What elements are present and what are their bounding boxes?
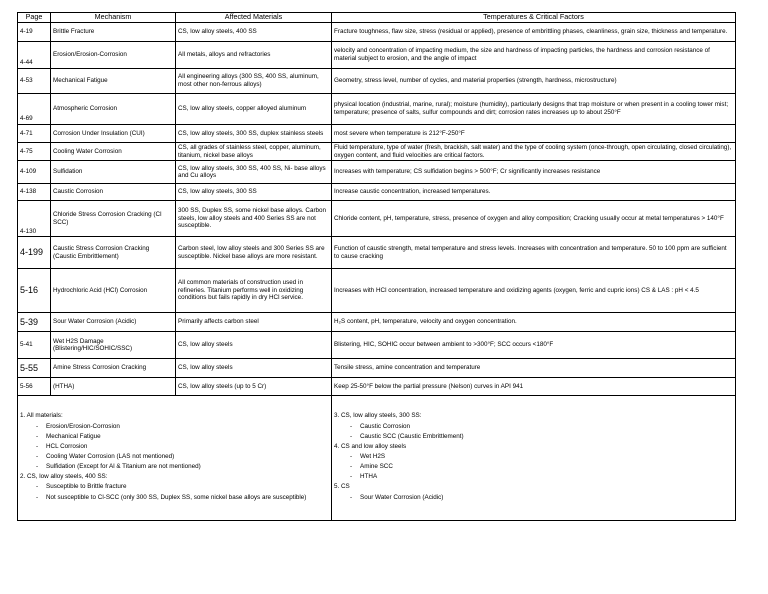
table-row (18, 161, 736, 184)
notes-row (18, 396, 736, 521)
materials-cell: CS, all grades of stainless steel, copper, aluminum, titanium, nickel base alloys (176, 143, 332, 161)
materials-cell: All engineering alloys (300 SS, 400 SS, aluminum, most other non-ferrous alloys) (176, 69, 332, 94)
table-row (18, 237, 736, 269)
mechanism-cell: Atmospheric Corrosion (51, 94, 176, 125)
note-heading: 2. CS, low alloy steels, 400 SS: (20, 473, 108, 481)
page-cell: 4-138 (18, 184, 51, 201)
materials-cell: Primarily affects carbon steel (176, 313, 332, 332)
mechanism-cell: Caustic Stress Corrosion Cracking (Caustic Embrittlement) (51, 237, 176, 269)
table-row (18, 201, 736, 237)
materials-cell: CS, low alloy steels (176, 359, 332, 378)
factors-cell: Chloride content, pH, temperature, stress, presence of oxygen and alloy composition; Cracking usually occur at metal temperatures > 140°F (332, 201, 736, 237)
factors-cell: Fluid temperature, type of water (fresh, brackish, salt water) and the type of cooling system (once-through, open circulating, closed circulating), oxygen content, and fluid velocities are critical factors. (332, 143, 736, 161)
note-item: - Sulfidation (Except for Al & Titanium are not mentioned) (36, 463, 201, 471)
mechanism-cell: Cooling Water Corrosion (51, 143, 176, 161)
note-item: - Mechanical Fatigue (36, 432, 101, 440)
note-item: - Sour Water Corrosion (Acidic) (350, 493, 444, 501)
note-heading: 3. CS, low alloy steels, 300 SS: (334, 412, 422, 420)
mechanism-cell: Caustic Corrosion (51, 184, 176, 201)
page-cell: 4-130 (18, 201, 51, 237)
mechanism-cell: Hydrochloric Acid (HCl) Corrosion (51, 269, 176, 313)
header-mechanism: Mechanism (51, 13, 176, 23)
note-item: - Amine SCC (350, 463, 393, 471)
factors-cell: H₂S content, pH, temperature, velocity and oxygen concentration. (332, 313, 736, 332)
notes-right (332, 396, 736, 521)
header-page: Page (18, 13, 51, 23)
factors-cell: Tensile stress, amine concentration and temperature (332, 359, 736, 378)
factors-cell: Increases with temperature; CS sulfidation begins > 500°F; Cr significantly increases resistance (332, 161, 736, 184)
materials-cell: CS, low alloy steels (up to 5 Cr) (176, 378, 332, 396)
note-item: - Erosion/Erosion-Corrosion (36, 422, 120, 430)
page-cell: 4-53 (18, 69, 51, 94)
factors-cell: most severe when temperature is 212°F-250°F (332, 125, 736, 143)
materials-cell: CS, low alloy steels, 400 SS (176, 23, 332, 42)
note-item: - HTHA (350, 473, 378, 481)
note-heading: 5. CS (334, 483, 350, 491)
header-row (18, 13, 736, 23)
mechanism-cell: Brittle Fracture (51, 23, 176, 42)
note-item: - Caustic SCC (Caustic Embrittlement) (350, 432, 464, 440)
header-affected-materials: Affected Materials (176, 13, 332, 23)
page-cell: 4-69 (18, 94, 51, 125)
note-item: - Susceptible to Brittle fracture (36, 483, 127, 491)
mechanism-cell: Sour Water Corrosion (Acidic) (51, 313, 176, 332)
table-row (18, 313, 736, 332)
mechanism-cell: Erosion/Erosion-Corrosion (51, 42, 176, 69)
page-cell: 5-56 (18, 378, 51, 396)
table-row (18, 184, 736, 201)
page-cell: 5-39 (18, 313, 51, 332)
factors-cell: Blistering, HIC, SOHIC occur between ambient to >300°F; SCC occurs <180°F (332, 332, 736, 359)
note-heading: 4. CS and low alloy steels (334, 442, 407, 450)
table-row (18, 69, 736, 94)
factors-cell: Function of caustic strength, metal temperature and stress levels. Increases with concentration and temperature. 50 to 100 ppm are sufficient to cause cracking (332, 237, 736, 269)
page-cell: 4-109 (18, 161, 51, 184)
table-row (18, 143, 736, 161)
factors-cell: Increases with HCl concentration, increased temperature and oxidizing agents (oxygen, ferric and cupric ions) CS & LAS : pH < 4.5 (332, 269, 736, 313)
materials-cell: CS, low alloy steels (176, 332, 332, 359)
page-cell: 5-55 (18, 359, 51, 378)
page-cell: 5-41 (18, 332, 51, 359)
factors-cell: Keep 25-50°F below the partial pressure (Nelson) curves in API 941 (332, 378, 736, 396)
materials-cell: All common materials of construction used in refineries. Titanium performs well in oxidizing conditions but fails rapidly in dry HCl service. (176, 269, 332, 313)
mechanism-cell: (HTHA) (51, 378, 176, 396)
table-row (18, 94, 736, 125)
table-row (18, 332, 736, 359)
materials-cell: Carbon steel, low alloy steels and 300 Series SS are susceptible. Nickel base alloys are more resistant. (176, 237, 332, 269)
table-row (18, 359, 736, 378)
table-row (18, 125, 736, 143)
materials-cell: CS, low alloy steels, 300 SS, 400 SS, Ni- base alloys and Cu alloys (176, 161, 332, 184)
materials-cell: CS, low alloy steels, 300 SS, duplex stainless steels (176, 125, 332, 143)
note-item: - Not susceptible to Cl-SCC (only 300 SS, Duplex SS, some nickel base alloys are susceptible) (36, 493, 307, 501)
table-row (18, 42, 736, 69)
page-cell: 4-75 (18, 143, 51, 161)
mechanism-cell: Chloride Stress Corrosion Cracking (Cl SCC) (51, 201, 176, 237)
header-critical-factors: Temperatures & Critical Factors (332, 13, 736, 23)
factors-cell: Fracture toughness, flaw size, stress (residual or applied), presence of embrittling phases, cleanliness, grain size, thickness and temperature. (332, 23, 736, 42)
table-row (18, 23, 736, 42)
note-item: - Cooling Water Corrosion (LAS not mentioned) (36, 453, 175, 461)
mechanism-cell: Corrosion Under Insulation (CUI) (51, 125, 176, 143)
note-item: - Caustic Corrosion (350, 422, 411, 430)
note-item: - HCL Corrosion (36, 442, 88, 450)
factors-cell: physical location (industrial, marine, rural); moisture (humidity), particularly designs that trap moisture or when present in a cooling tower mist; temperature; presence of salts, sulfur compounds and dirt; corrosion rates increases up to about 250°F (332, 94, 736, 125)
notes-left (18, 396, 332, 521)
page-cell: 5-16 (18, 269, 51, 313)
note-item: - Wet H2S (350, 453, 386, 461)
materials-cell: CS, low alloy steels, 300 SS (176, 184, 332, 201)
page-cell: 4-19 (18, 23, 51, 42)
materials-cell: 300 SS, Duplex SS, some nickel base alloys. Carbon steels, low alloy steels and 400 Series SS are not susceptible. (176, 201, 332, 237)
mechanism-cell: Wet H2S Damage (Blistering/HIC/SOHIC/SSC) (51, 332, 176, 359)
materials-cell: All metals, alloys and refractories (176, 42, 332, 69)
factors-cell: Increase caustic concentration, increased temperatures. (332, 184, 736, 201)
table-row (18, 378, 736, 396)
note-heading: 1. All materials: (20, 412, 63, 420)
mechanism-cell: Mechanical Fatigue (51, 69, 176, 94)
mechanism-cell: Sulfidation (51, 161, 176, 184)
table-row (18, 269, 736, 313)
factors-cell: velocity and concentration of impacting medium, the size and hardness of impacting particles, the hardness and corrosion resistance of material subject to erosion, and the angle of impact (332, 42, 736, 69)
mechanism-cell: Amine Stress Corrosion Cracking (51, 359, 176, 378)
page-cell: 4-71 (18, 125, 51, 143)
damage-mechanisms-table (17, 12, 736, 521)
factors-cell: Geometry, stress level, number of cycles, and material properties (strength, hardness, microstructure) (332, 69, 736, 94)
page-cell: 4-199 (18, 237, 51, 269)
page-cell: 4-44 (18, 42, 51, 69)
materials-cell: CS, low alloy steels, copper alloyed aluminum (176, 94, 332, 125)
